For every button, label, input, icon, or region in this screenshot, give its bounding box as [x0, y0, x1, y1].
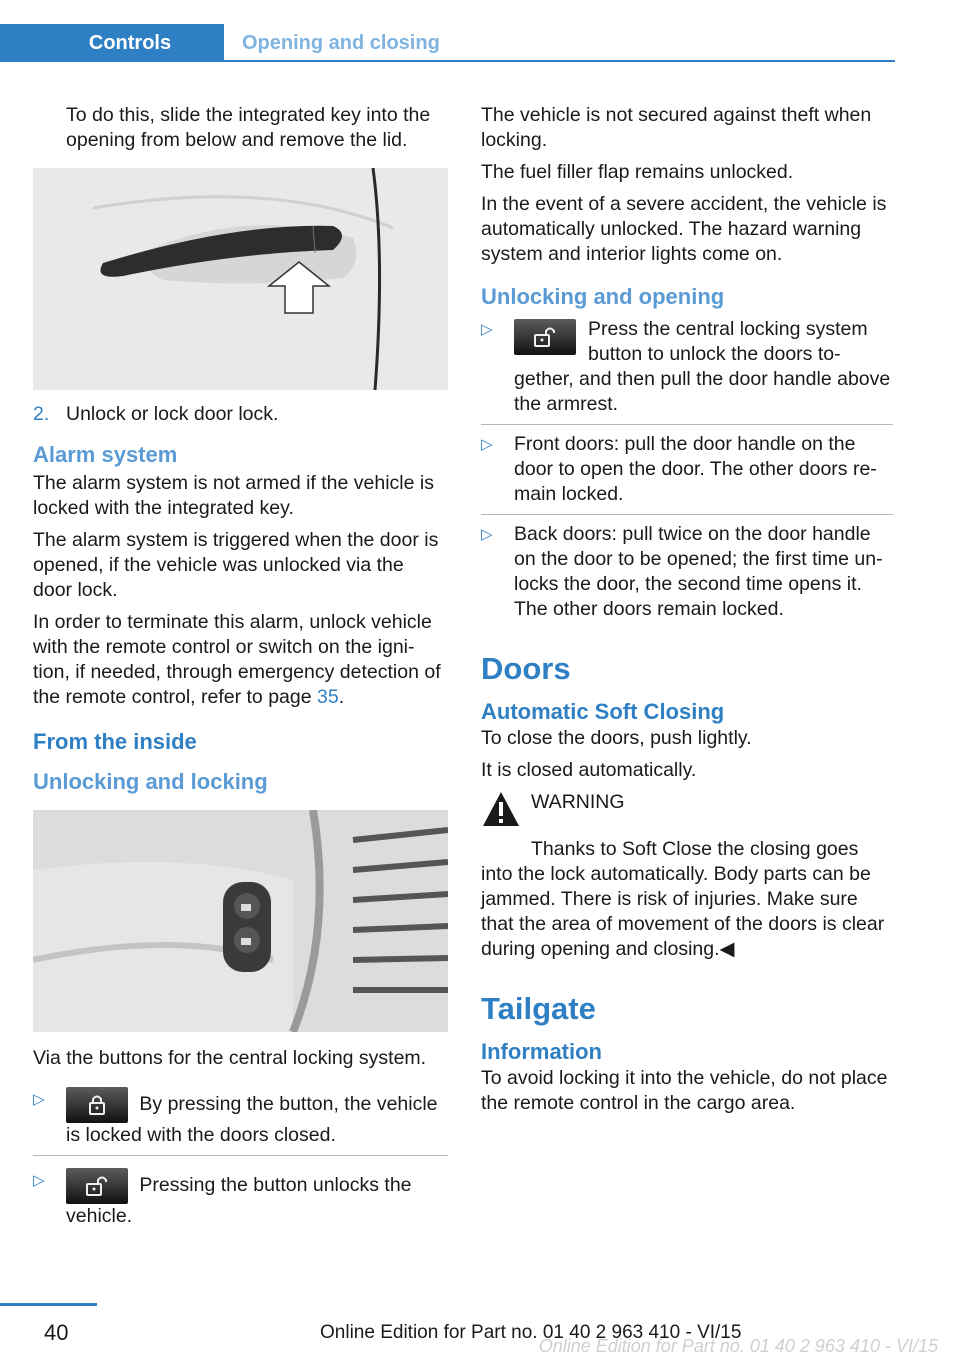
fuel-flap-paragraph: The fuel filler flap remains unlocked.	[481, 161, 794, 183]
alarm-paragraph-1: The alarm system is not armed if the vehicle is locked with the integrated key.	[33, 472, 434, 519]
left-column	[33, 103, 448, 1236]
tab-opening-and-closing[interactable]: Opening and closing	[242, 32, 440, 54]
page-35-link[interactable]: 35	[317, 686, 339, 708]
triangle-right-icon: ▷	[481, 321, 493, 338]
bullet-lock-text: By pressing the button, the vehicle is locked with the doors closed.	[66, 1093, 438, 1146]
intro-paragraph: To do this, slide the integrated key into the opening from below and remove the lid.	[66, 104, 431, 151]
alarm-paragraph-3-end: .	[338, 686, 345, 708]
footer-rule	[0, 1303, 97, 1306]
tailgate-heading: Tailgate	[481, 991, 596, 1026]
door-handle-figure	[33, 168, 448, 390]
warning-label: WARNING	[531, 791, 625, 813]
edition-text: Online Edition for Part no. 01 40 2 963 410 - VI/15	[320, 1322, 742, 1343]
step-number: 2.	[33, 403, 50, 425]
bullet-unlock	[33, 1168, 448, 1229]
warning-triangle-icon	[481, 790, 531, 835]
accident-paragraph: In the event of a severe accident, the vehicle is automatically unlocked. The hazard warning system and interior lights come on.	[481, 193, 887, 265]
central-locking-buttons-figure	[33, 810, 448, 1032]
bullet-back-doors-text: Back doors: pull twice on the door handle on the door to be opened; the first time un‐ locks the door, the second time opens it. The other doors remain locked.	[514, 523, 883, 620]
bullet-divider	[481, 514, 893, 515]
tab-controls[interactable]: Controls	[0, 24, 224, 62]
watermark-text: Online Edition for Part no. 01 40 2 963 410 - VI/15	[538, 1336, 938, 1356]
unlock-icon	[514, 319, 576, 355]
step-text: Unlock or lock door lock.	[66, 403, 279, 425]
lock-icon	[66, 1087, 128, 1123]
step-2	[33, 402, 448, 427]
unlock-icon	[66, 1168, 128, 1204]
alarm-paragraph-3-text: In order to terminate this alarm, unlock vehicle with the remote control or switch on the igni‐ tion, if needed, through emergency detection of the remote control, refer to page	[33, 611, 441, 708]
unlocking-and-locking-heading: Unlocking and locking	[33, 769, 268, 794]
bullet-front-doors-text: Front doors: pull the door handle on the door to open the door. The other doors re‐ main locked.	[514, 433, 877, 505]
triangle-right-icon: ▷	[481, 526, 493, 543]
information-text: To avoid locking it into the vehicle, do not place the remote control in the cargo area.	[481, 1067, 888, 1114]
warning-block	[481, 790, 893, 835]
triangle-right-icon: ▷	[481, 436, 493, 453]
information-heading: Information	[481, 1039, 602, 1064]
bullet-lock	[33, 1087, 448, 1148]
header-tabbar	[0, 24, 895, 62]
alarm-system-heading: Alarm system	[33, 442, 178, 467]
theft-paragraph: The vehicle is not secured against theft when locking.	[481, 104, 872, 151]
right-column	[481, 103, 893, 1123]
bullet-front-doors	[481, 432, 893, 507]
via-buttons-text: Via the buttons for the central locking system.	[33, 1047, 427, 1069]
bullet-central-locking-text: Press the central locking system button to unlock the doors to‐ gether, and then pull the door handle above the armrest.	[514, 318, 891, 415]
warning-text: Thanks to Soft Close the closing goes into the lock automatically. Body parts can be jammed. There is risk of injuries. Make sure that the area of movement of the doors is clear during opening and closing.◀	[481, 838, 885, 960]
doors-heading: Doors	[481, 651, 571, 686]
page-number: 40	[44, 1320, 69, 1345]
unlocking-and-opening-heading: Unlocking and opening	[481, 284, 725, 309]
bullet-unlock-text: Pressing the button unlocks the vehicle.	[66, 1174, 412, 1227]
soft-close-paragraph-2: It is closed automatically.	[481, 759, 697, 781]
triangle-right-icon: ▷	[33, 1172, 45, 1189]
bullet-back-doors	[481, 522, 893, 622]
bullet-central-locking	[481, 317, 893, 417]
alarm-paragraph-2: The alarm system is triggered when the door is opened, if the vehicle was unlocked via the door lock.	[33, 529, 439, 601]
bullet-divider	[481, 424, 893, 425]
soft-close-paragraph-1: To close the doors, push lightly.	[481, 727, 752, 749]
alarm-paragraph-3	[33, 610, 448, 710]
triangle-right-icon: ▷	[33, 1091, 45, 1108]
automatic-soft-closing-heading: Automatic Soft Closing	[481, 699, 725, 724]
bullet-divider	[33, 1155, 448, 1156]
from-the-inside-heading: From the inside	[33, 729, 197, 754]
